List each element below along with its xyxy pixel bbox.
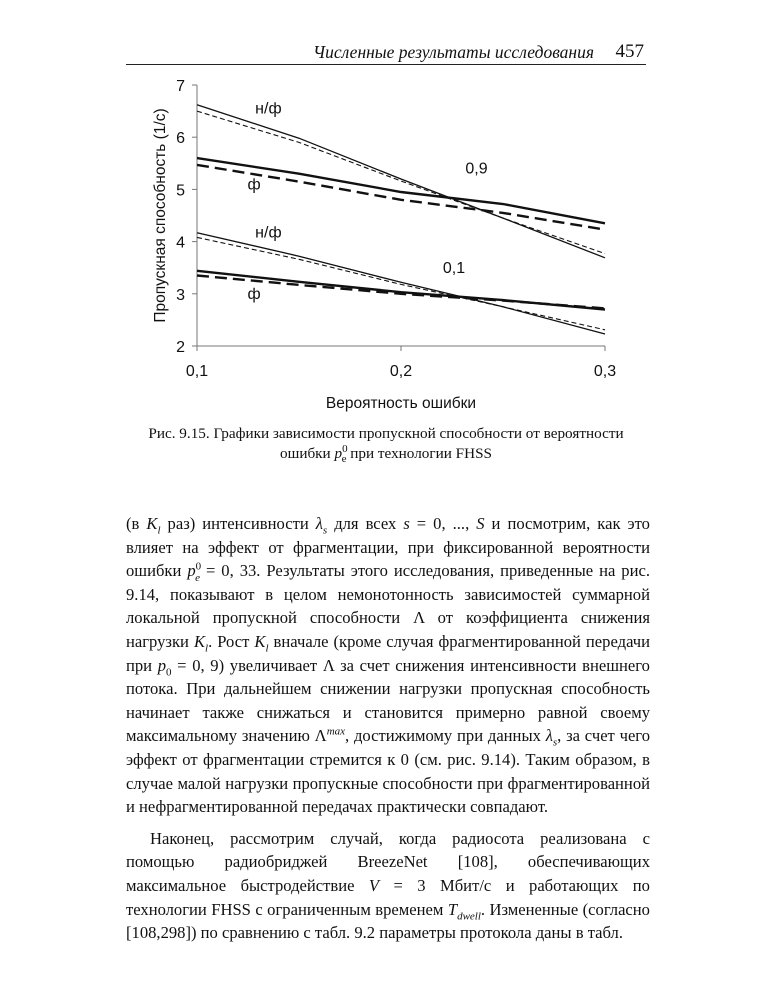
line-chart [140,70,640,415]
x-tick-label: 0,2 [389,363,413,380]
math-expression: $T_{dwell}$ [447,899,481,922]
series-line [197,165,605,230]
y-tick-label: 2 [176,339,185,356]
math-expression: s [403,514,410,533]
series-line [197,237,605,329]
paragraph-2: Наконец, рассмотрим случай, когда радиосота реализована с помощью радиобриджей BreezeNet [108], обеспечивающих максимальное быстродействие V = 3 Мбит/с и работающих по технологии FHSS с ограниченным временем $T_{dwell}$. Измененные (согласно [108,298]) по сравнению с табл. 9.2 параметры протокола даны в табл. [126,828,650,943]
caption-line-1: Рис. 9.15. Графики зависимости пропускной способности от вероятности [148,425,624,442]
y-tick-label: 4 [176,234,185,252]
chart-annotation: ф [247,176,261,194]
y-tick-label: 6 [176,130,185,148]
math-expression: $\lambda_s$ [545,726,558,749]
chart-annotation: н/ф [255,100,282,118]
page-number: 457 [615,41,644,62]
chart-annotation: н/ф [255,224,282,242]
body-text [126,512,650,945]
figure-caption [126,424,646,464]
chart-annotation: 0,9 [465,160,488,178]
series-line [197,233,605,334]
figure-chart [140,70,640,415]
caption-line-2: ошибки $p^0_e$ при технологии FHSS [280,442,492,466]
chart-annotation: 0,1 [442,259,466,277]
math-expression: $K_l$ [193,631,209,655]
math-expression: $K_l$ [146,514,161,537]
math-expression: $K_l$ [254,631,269,655]
math-expression: S [476,514,485,533]
math-expression: $\lambda_s$ [315,514,328,537]
math-expression: $p^0_e$ [187,560,202,584]
running-header [126,38,646,65]
paragraph-1: (в $K_l$ раз) интенсивности $\lambda_s$ для всех s = 0, ..., S и посмотрим, как это влияет на эффект от фрагментации, при фиксированной вероятности ошибки $p^0_e = 0$, 33. Результаты этого исследования, приведенные на рис. 9.14, показывают в целом немонотонность зависимостей суммарной локальной пропускной способности Λ от коэффициента снижения нагрузки $K_l$. Рост $K_l$ вначале (кроме случая фрагментированной передачи при $p_0 = 0$, 9) увеличивает Λ за счет снижения интенсивности внешнего потока. При дальнейшем снижении нагрузки пропускная способность начинает также снижаться и становится примерно равной своему максимальному значению $\Lambda^{max}$, достижимому при данных $\lambda_s$, за счет чего эффект от фрагментации стремится к 0 (см. рис. 9.14). Таким образом, в случае малой нагрузки пропускные способности при фрагментированной и нефрагментированной передачах практически совпадают. [126,514,650,817]
y-tick-label: 3 [176,286,185,304]
y-tick-label: 5 [176,182,185,200]
x-axis-label: Вероятность ошибки [325,395,477,412]
x-tick-label: 0,1 [185,363,209,380]
running-title: Численные результаты исследования [313,42,594,62]
math-expression: $p_0$ [157,655,172,678]
y-axis-label: Пропускная способность (1/с) [152,108,169,323]
chart-annotation: ф [247,286,261,304]
math-expression: V [368,875,380,895]
math-expression: max [326,725,346,738]
y-tick-label: 7 [176,78,185,95]
x-tick-label: 0,3 [593,363,617,380]
